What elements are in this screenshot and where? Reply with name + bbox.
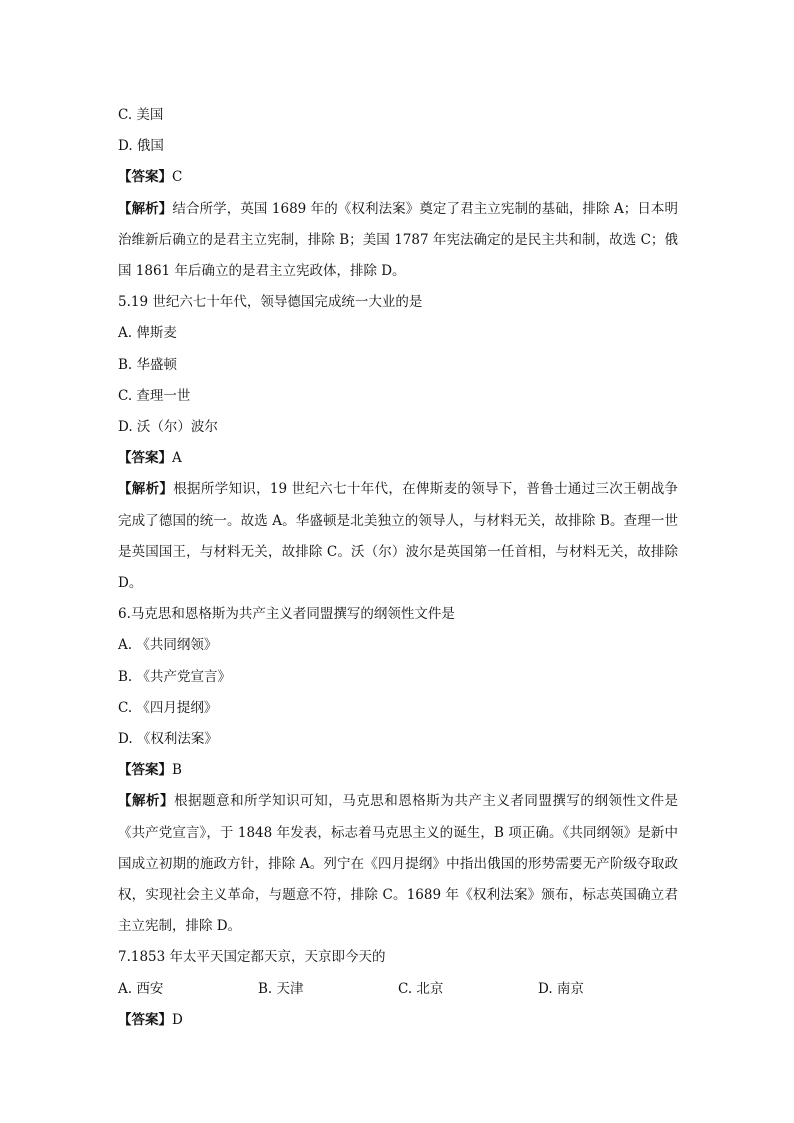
q7-option-c: C. 北京 <box>398 980 444 997</box>
q6-analysis <box>118 786 678 942</box>
analysis-tag: 【解析】 <box>118 793 175 810</box>
q4-option-d: D. 俄国 <box>118 138 164 155</box>
q4-option-c: C. 美国 <box>118 107 164 123</box>
q6-question: 6.马克思和恩格斯为共产主义者同盟撰写的纲领性文件是 <box>118 606 455 623</box>
q6-option-c: C. 《四月提纲》 <box>118 699 218 716</box>
q7-question: 7.1853 年太平天国定都天京，天京即今天的 <box>118 949 386 966</box>
q4-answer <box>118 162 678 193</box>
answer-value: D <box>172 1011 183 1028</box>
q6-option-a: A. 《共同纲领》 <box>118 637 218 654</box>
q5-option-d: D. 沃（尔）波尔 <box>118 419 218 436</box>
answer-value: A <box>172 450 182 467</box>
answer-tag: 【答案】 <box>118 169 172 186</box>
q7-option-a: A. 西安 <box>118 980 164 997</box>
q5-option-c: C. 查理一世 <box>118 387 191 404</box>
q5-question: 5.19 世纪六七十年代，领导德国完成统一大业的是 <box>118 294 423 311</box>
answer-tag: 【答案】 <box>118 450 172 467</box>
analysis-tag: 【解析】 <box>118 481 174 498</box>
analysis-tag: 【解析】 <box>118 200 173 217</box>
answer-value: B <box>172 762 182 779</box>
analysis-text: 根据所学知识，19 世纪六七十年代，在俾斯麦的领导下，普鲁士通过三次王朝战争完成了德国的统一。故选 A。华盛顿是北美独立的领导人，与材料无关，故排除 B。查理一世是英国国王，与材料无关，故排除 C。沃（尔）波尔是英国第一任首相，与材料无关，故排除 D。 <box>118 481 679 592</box>
q5-analysis <box>118 474 678 599</box>
q7-option-d: D. 南京 <box>538 980 584 997</box>
q4-analysis <box>118 194 678 288</box>
analysis-text: 根据题意和所学知识可知，马克思和恩格斯为共产主义者同盟撰写的纲领性文件是《共产党宣言》，于 1848 年发表，标志着马克思主义的诞生，B 项正确。《共同纲领》是新中国成立初期的施政方针，排除 A。列宁在《四月提纲》中指出俄国的形势需要无产阶级夺取政权，实现社会主义革命，与题意不符，排除 C。1689 年《权利法案》颁布，标志英国确立君主立宪制，排除 D。 <box>118 793 679 935</box>
q5-answer <box>118 443 678 474</box>
answer-value: C <box>172 169 183 186</box>
q7-answer <box>118 1005 678 1036</box>
document-page <box>118 100 678 1036</box>
analysis-text: 结合所学，英国 1689 年的《权利法案》奠定了君主立宪制的基础，排除 A；日本明治维新后确立的是君主立宪制，排除 B；美国 1787 年宪法确定的是民主共和制，故选 C；俄国 1861 年后确立的是君主立宪政体，排除 D。 <box>118 200 679 280</box>
q7-options <box>118 974 678 1005</box>
q6-option-d: D. 《权利法案》 <box>118 731 218 748</box>
q5-option-b: B. 华盛顿 <box>118 356 178 373</box>
q6-answer <box>118 755 678 786</box>
q7-option-b: B. 天津 <box>258 980 304 997</box>
q6-option-b: B. 《共产党宣言》 <box>118 668 232 685</box>
answer-tag: 【答案】 <box>118 1011 172 1028</box>
q5-option-a: A. 俾斯麦 <box>118 325 177 342</box>
answer-tag: 【答案】 <box>118 762 172 779</box>
